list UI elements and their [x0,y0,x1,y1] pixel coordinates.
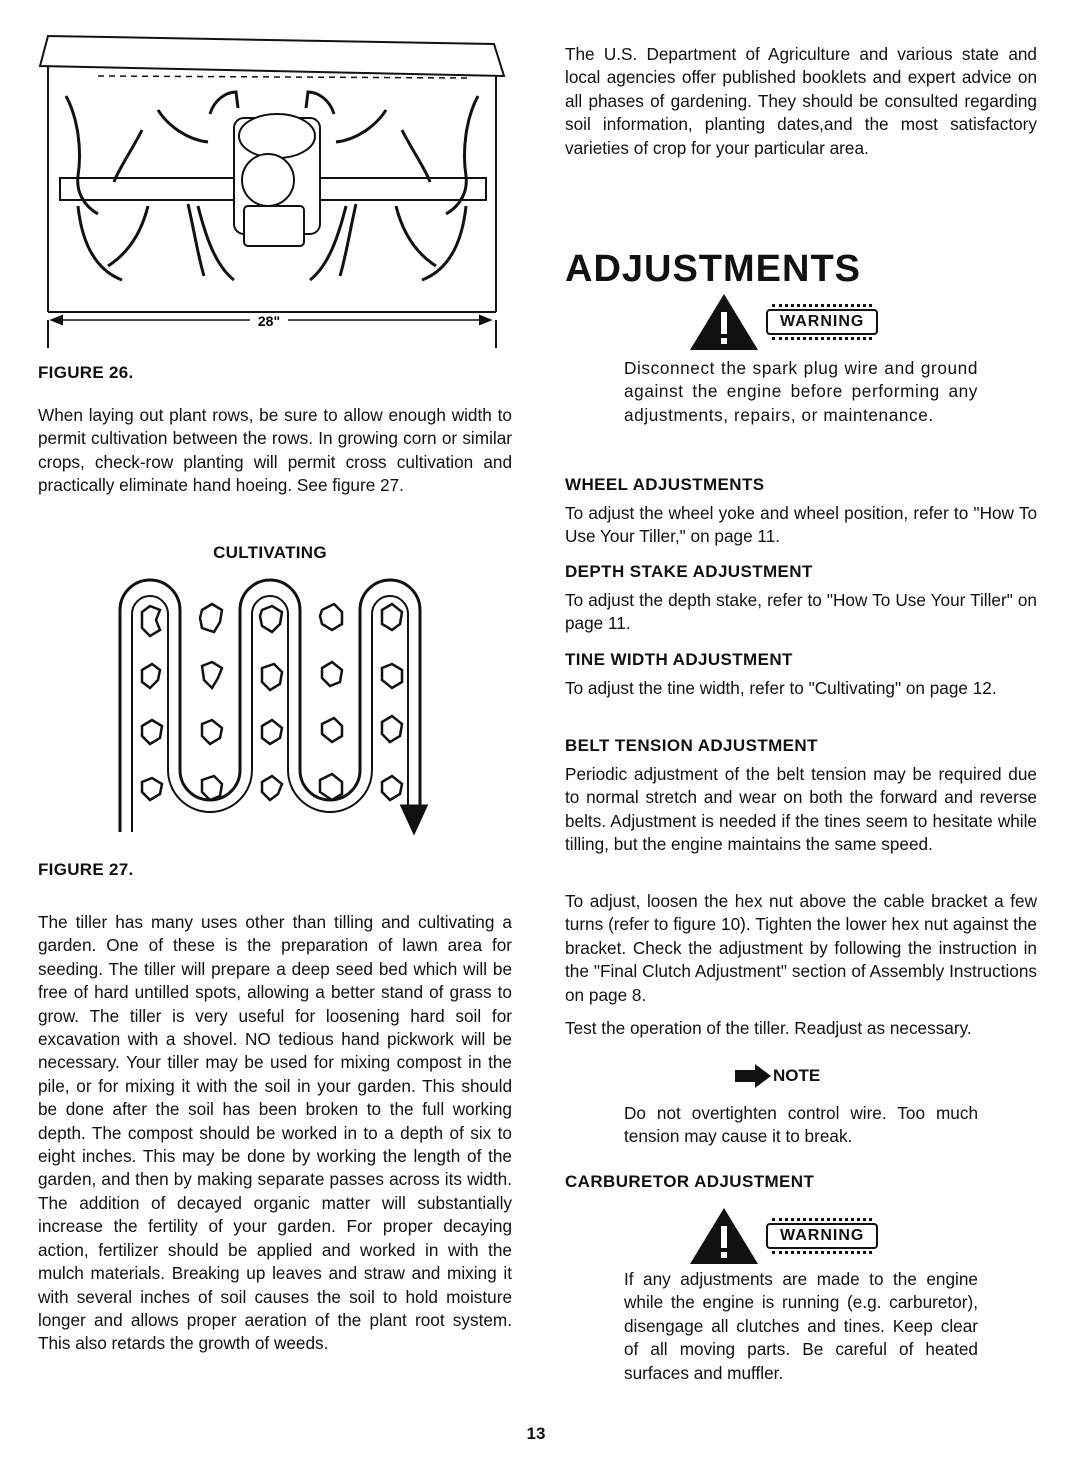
warning-text-2: If any adjustments are made to the engine while the engine is running (e.g. carburetor), disengage all clutches and tines. Keep clear of all moving parts. Be careful of heated surfaces and muffler. [624,1269,978,1383]
cultivating-label: CULTIVATING [213,543,327,562]
arrow-right-icon [735,1064,771,1088]
belt-tension-heading: BELT TENSION ADJUSTMENT [565,736,818,755]
warning-text-1: Disconnect the spark plug wire and ground against the engine before performing any adjustments, repairs, or maintenance. [624,358,978,425]
warning-badge-2 [688,1206,878,1266]
figure-27-caption: FIGURE 27. [38,860,134,879]
carburetor-heading: CARBURETOR ADJUSTMENT [565,1172,815,1191]
depth-stake-text: To adjust the depth stake, refer to "How To Use Your Tiller" on page 11. [565,590,1037,634]
belt-tension-text-2: To adjust, loosen the hex nut above the cable bracket a few turns (refer to figure 10). Tighten the lower hex nut against the bracket. Check the adjustment by following the instruction in the "Final Clutch Adjustment" section of Assembly Instructions on page 8. [565,891,1037,1005]
figure-26-tiller-illustration [38,30,506,350]
left-paragraph-rows: When laying out plant rows, be sure to allow enough width to permit cultivation between the rows. In growing corn or similar crops, check-row planting will permit cross cultivation and practically eliminate hand hoeing. See figure 27. [38,405,512,496]
wheel-adjustments-heading: WHEEL ADJUSTMENTS [565,475,765,494]
figure-26-caption: FIGURE 26. [38,363,134,382]
depth-stake-heading: DEPTH STAKE ADJUSTMENT [565,562,813,581]
warning-triangle-icon [688,1206,760,1266]
belt-tension-text-3: Test the operation of the tiller. Readjust as necessary. [565,1018,972,1038]
figure-27-cultivating-pattern [110,570,450,838]
note-label: NOTE [773,1066,821,1085]
figure-26-width-label: 28" [257,313,281,329]
adjustments-title: ADJUSTMENTS [565,248,862,290]
note-badge [735,1064,820,1088]
warning-label-2: WARNING [766,1223,878,1249]
tine-width-text: To adjust the tine width, refer to "Cultivating" on page 12. [565,678,997,698]
belt-tension-text-1: Periodic adjustment of the belt tension may be required due to normal stretch and wear on both the forward and reverse belts. Adjustment is needed if the tines seem to hesitate while tilling, but the engine maintains the same speed. [565,764,1037,855]
usda-paragraph: The U.S. Department of Agriculture and various state and local agencies offer published booklets and expert advice on all phases of gardening. They should be consulted regarding soil information, planting dates,and the most satisfactory varieties of crop for your particular area. [565,44,1037,158]
page-number: 13 [526,1424,546,1443]
warning-label-1: WARNING [766,309,878,335]
note-text: Do not overtighten control wire. Too much tension may cause it to break. [624,1103,978,1147]
left-paragraph-uses: The tiller has many uses other than tilling and cultivating a garden. One of these is the preparation of lawn area for seeding. The tiller will prepare a deep seed bed which will be free of hard untilled spots, allowing a better stand of grass to grow. The tiller is very useful for loosening hard soil for excavation with a shovel. NO tedious hand pickwork will be necessary. Your tiller may be used for mixing compost in the pile, or for mixing it with the soil in your garden. This should be done after the soil has been broken to the full working depth. The compost should be worked in to a depth of six to eight inches. This may be done by working the length of the garden, and then by making separate passes across its width. The addition of decayed organic matter will substantially increase the fertility of your garden. For proper decaying action, fertilizer should be applied and worked in with the mulch materials. Breaking up leaves and straw and mixing it with several inches of soil causes the soil to hold moisture longer and allows proper aeration of the plant root system. This also retards the growth of weeds. [38,912,512,1354]
warning-triangle-icon [688,292,760,352]
tine-width-heading: TINE WIDTH ADJUSTMENT [565,650,793,669]
wheel-adjustments-text: To adjust the wheel yoke and wheel position, refer to "How To Use Your Tiller," on page 11. [565,503,1037,547]
warning-badge-1 [688,292,878,352]
